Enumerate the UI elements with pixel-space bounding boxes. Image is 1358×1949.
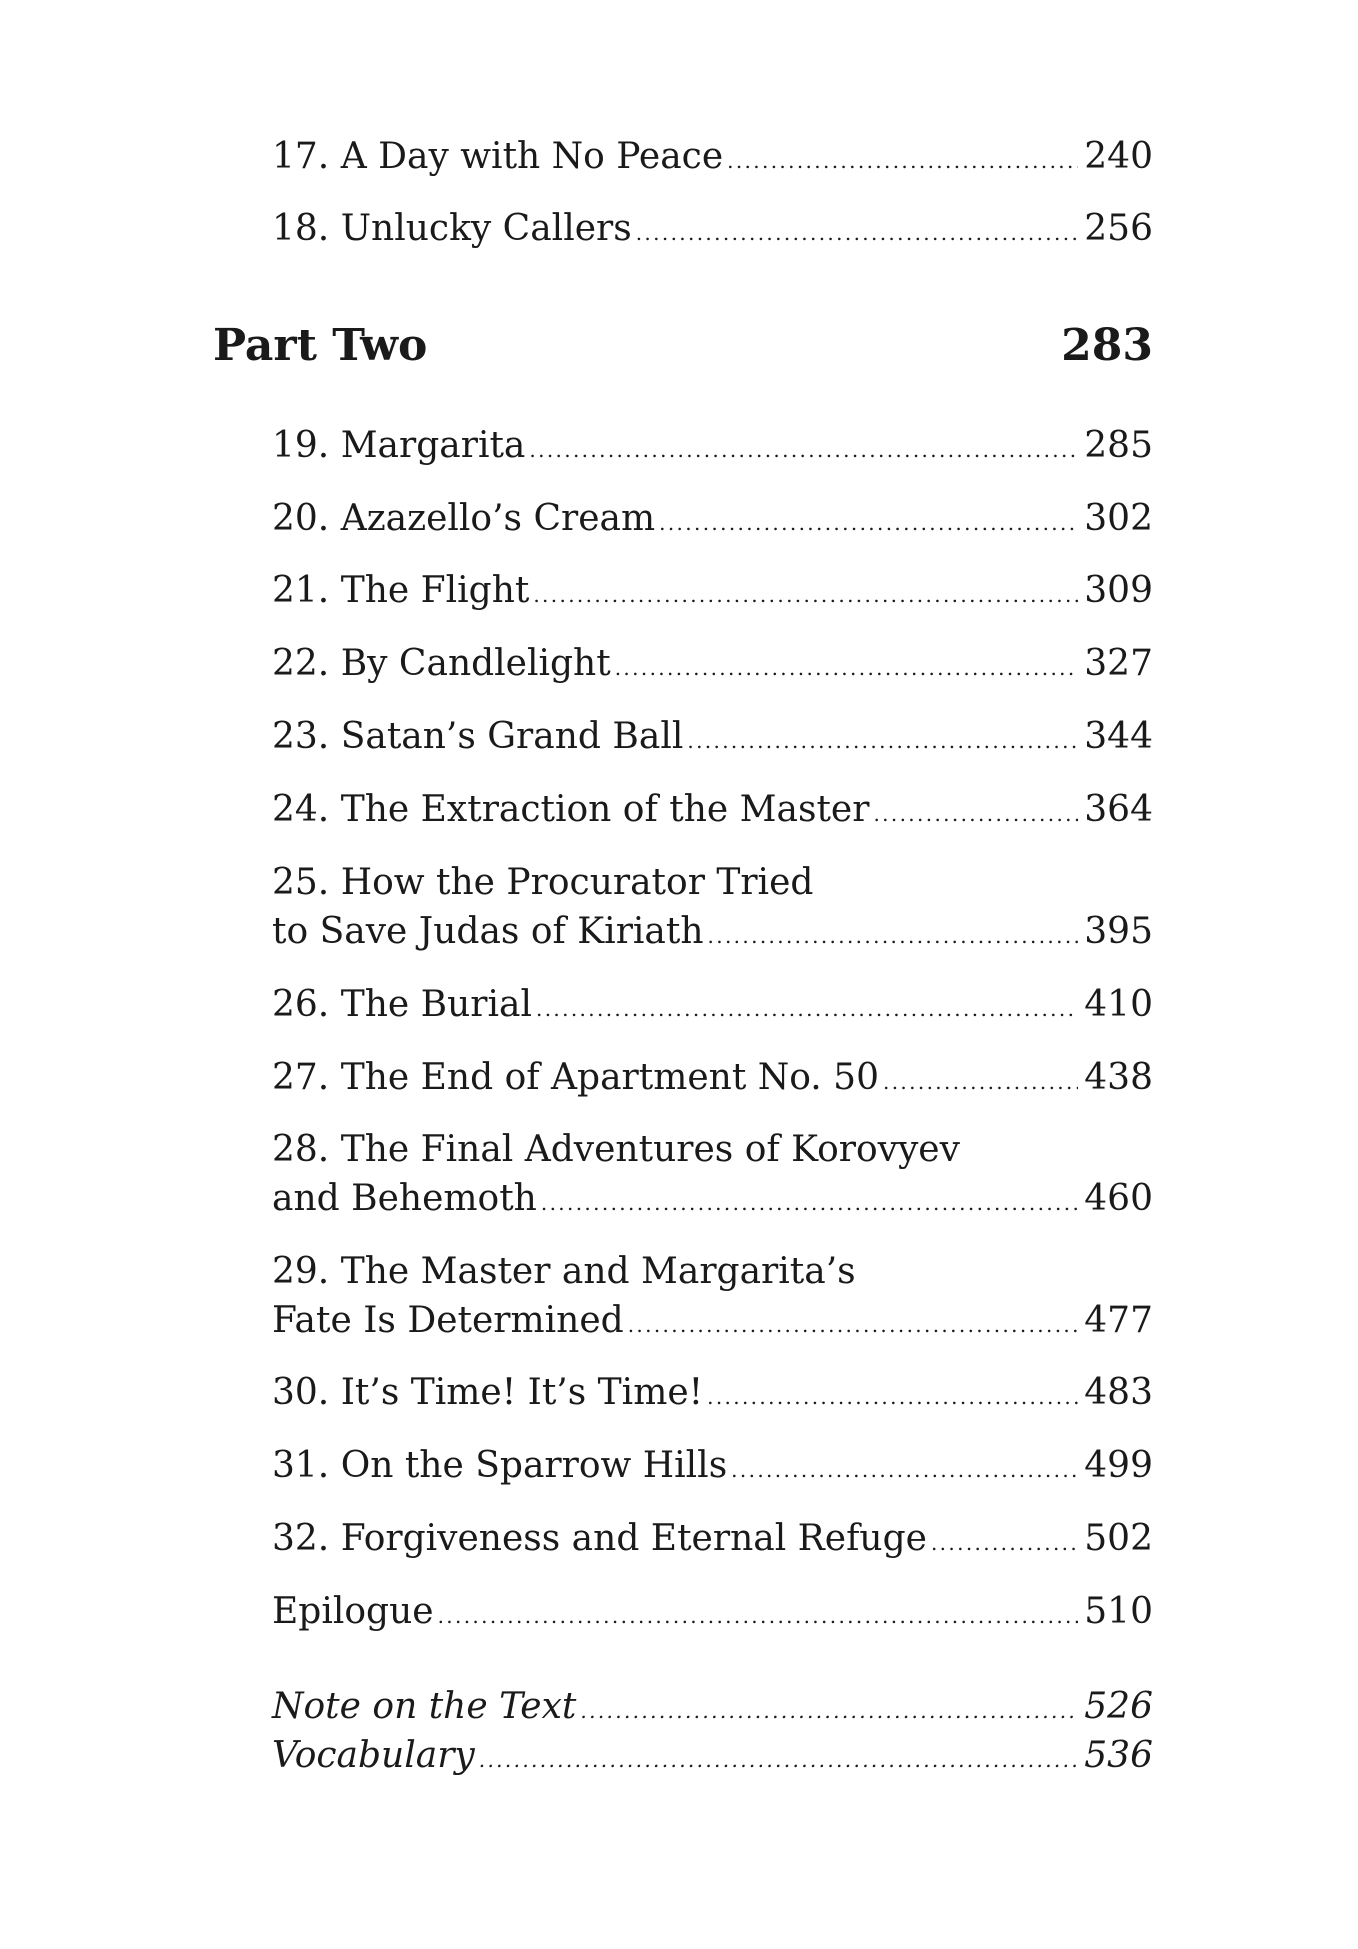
toc-entry-page: 502 (1084, 1518, 1153, 1559)
dot-leader (636, 204, 1079, 258)
dot-leader (687, 712, 1078, 766)
toc-entry-title: and Behemoth (272, 1178, 537, 1219)
toc-entry-title: 21. The Flight (272, 570, 530, 611)
toc-entry-title-line1: 29. The Master and Margarita’s (272, 1251, 856, 1292)
toc-entry-page: 344 (1084, 716, 1153, 757)
toc-entry-note-on-text[interactable] (272, 1682, 1153, 1736)
part-title: Part Two (213, 320, 428, 371)
toc-entry-title: Vocabulary (272, 1735, 475, 1776)
toc-entry-page: 364 (1084, 789, 1153, 830)
toc-entry-page: 499 (1084, 1445, 1153, 1486)
toc-entry-page: 395 (1084, 911, 1153, 952)
part-two-heading[interactable] (213, 316, 1153, 376)
toc-entry-title: 17. A Day with No Peace (272, 136, 724, 177)
dot-leader (931, 1514, 1078, 1568)
dot-leader (438, 1587, 1079, 1641)
dot-leader (873, 785, 1078, 839)
toc-entry-title: 19. Margarita (272, 425, 526, 466)
toc-entry-19[interactable] (272, 421, 1153, 475)
toc-entry-title: 23. Satan’s Grand Ball (272, 716, 684, 757)
toc-entry-title: 22. By Candlelight (272, 643, 611, 684)
toc-entry-title: 27. The End of Apartment No. 50 (272, 1057, 879, 1098)
toc-entry-title: 26. The Burial (272, 984, 532, 1025)
dot-leader (707, 1368, 1078, 1422)
toc-entry-31[interactable] (272, 1441, 1153, 1495)
toc-entry-title: Epilogue (272, 1591, 434, 1632)
dot-leader (615, 639, 1079, 693)
toc-entry-page: 302 (1084, 498, 1153, 539)
toc-entry-32[interactable] (272, 1514, 1153, 1568)
toc-entry-title: 18. Unlucky Callers (272, 208, 632, 249)
dot-leader (659, 494, 1078, 548)
toc-entry-page: 256 (1084, 208, 1153, 249)
toc-entry-page: 240 (1084, 136, 1153, 177)
toc-entry-26[interactable] (272, 980, 1153, 1034)
toc-entry-title: Fate Is Determined (272, 1300, 624, 1341)
dot-leader (731, 1441, 1078, 1495)
toc-entry-17[interactable] (272, 132, 1153, 186)
toc-entry-title-line1: 28. The Final Adventures of Korovyev (272, 1129, 960, 1170)
toc-entry-page: 309 (1084, 570, 1153, 611)
toc-entry-title: 30. It’s Time! It’s Time! (272, 1372, 704, 1413)
dot-leader (580, 1682, 1078, 1736)
toc-entry-vocabulary[interactable] (272, 1731, 1153, 1785)
toc-entry-24[interactable] (272, 785, 1153, 839)
toc-entry-title-line1: 25. How the Procurator Tried (272, 862, 814, 903)
toc-entry-page: 477 (1084, 1300, 1153, 1341)
toc-entry-27[interactable] (272, 1053, 1153, 1107)
toc-entry-page: 327 (1084, 643, 1153, 684)
toc-entry-23[interactable] (272, 712, 1153, 766)
toc-entry-page: 510 (1084, 1591, 1153, 1632)
toc-entry-29[interactable] (272, 1247, 1153, 1350)
toc-entry-page: 460 (1084, 1178, 1153, 1219)
toc-entry-page: 285 (1084, 425, 1153, 466)
dot-leader (883, 1053, 1078, 1107)
toc-entry-title: Note on the Text (272, 1686, 577, 1727)
toc-entry-18[interactable] (272, 204, 1153, 258)
dot-leader (541, 1174, 1078, 1228)
dot-leader (533, 566, 1078, 620)
dot-leader (628, 1296, 1079, 1350)
dot-leader (536, 980, 1078, 1034)
toc-entry-page: 536 (1084, 1735, 1153, 1776)
toc-entry-title: to Save Judas of Kiriath (272, 911, 704, 952)
dot-leader (708, 907, 1079, 961)
dot-leader (529, 421, 1078, 475)
toc-entry-page: 410 (1084, 984, 1153, 1025)
toc-entry-title: 31. On the Sparrow Hills (272, 1445, 728, 1486)
toc-entry-page: 483 (1084, 1372, 1153, 1413)
toc-entry-30[interactable] (272, 1368, 1153, 1422)
toc-entry-page: 438 (1084, 1057, 1153, 1098)
toc-entry-25[interactable] (272, 858, 1153, 961)
toc-entry-22[interactable] (272, 639, 1153, 693)
toc-entry-28[interactable] (272, 1125, 1153, 1228)
toc-entry-title: 32. Forgiveness and Eternal Refuge (272, 1518, 927, 1559)
toc-entry-title: 24. The Extraction of the Master (272, 789, 870, 830)
toc-entry-21[interactable] (272, 566, 1153, 620)
toc-entry-20[interactable] (272, 494, 1153, 548)
toc-entry-title: 20. Azazello’s Cream (272, 498, 656, 539)
toc-entry-epilogue[interactable] (272, 1587, 1153, 1641)
toc-entry-page: 526 (1084, 1686, 1153, 1727)
part-page: 283 (1061, 320, 1153, 371)
dot-leader (727, 132, 1078, 186)
dot-leader (479, 1731, 1079, 1785)
